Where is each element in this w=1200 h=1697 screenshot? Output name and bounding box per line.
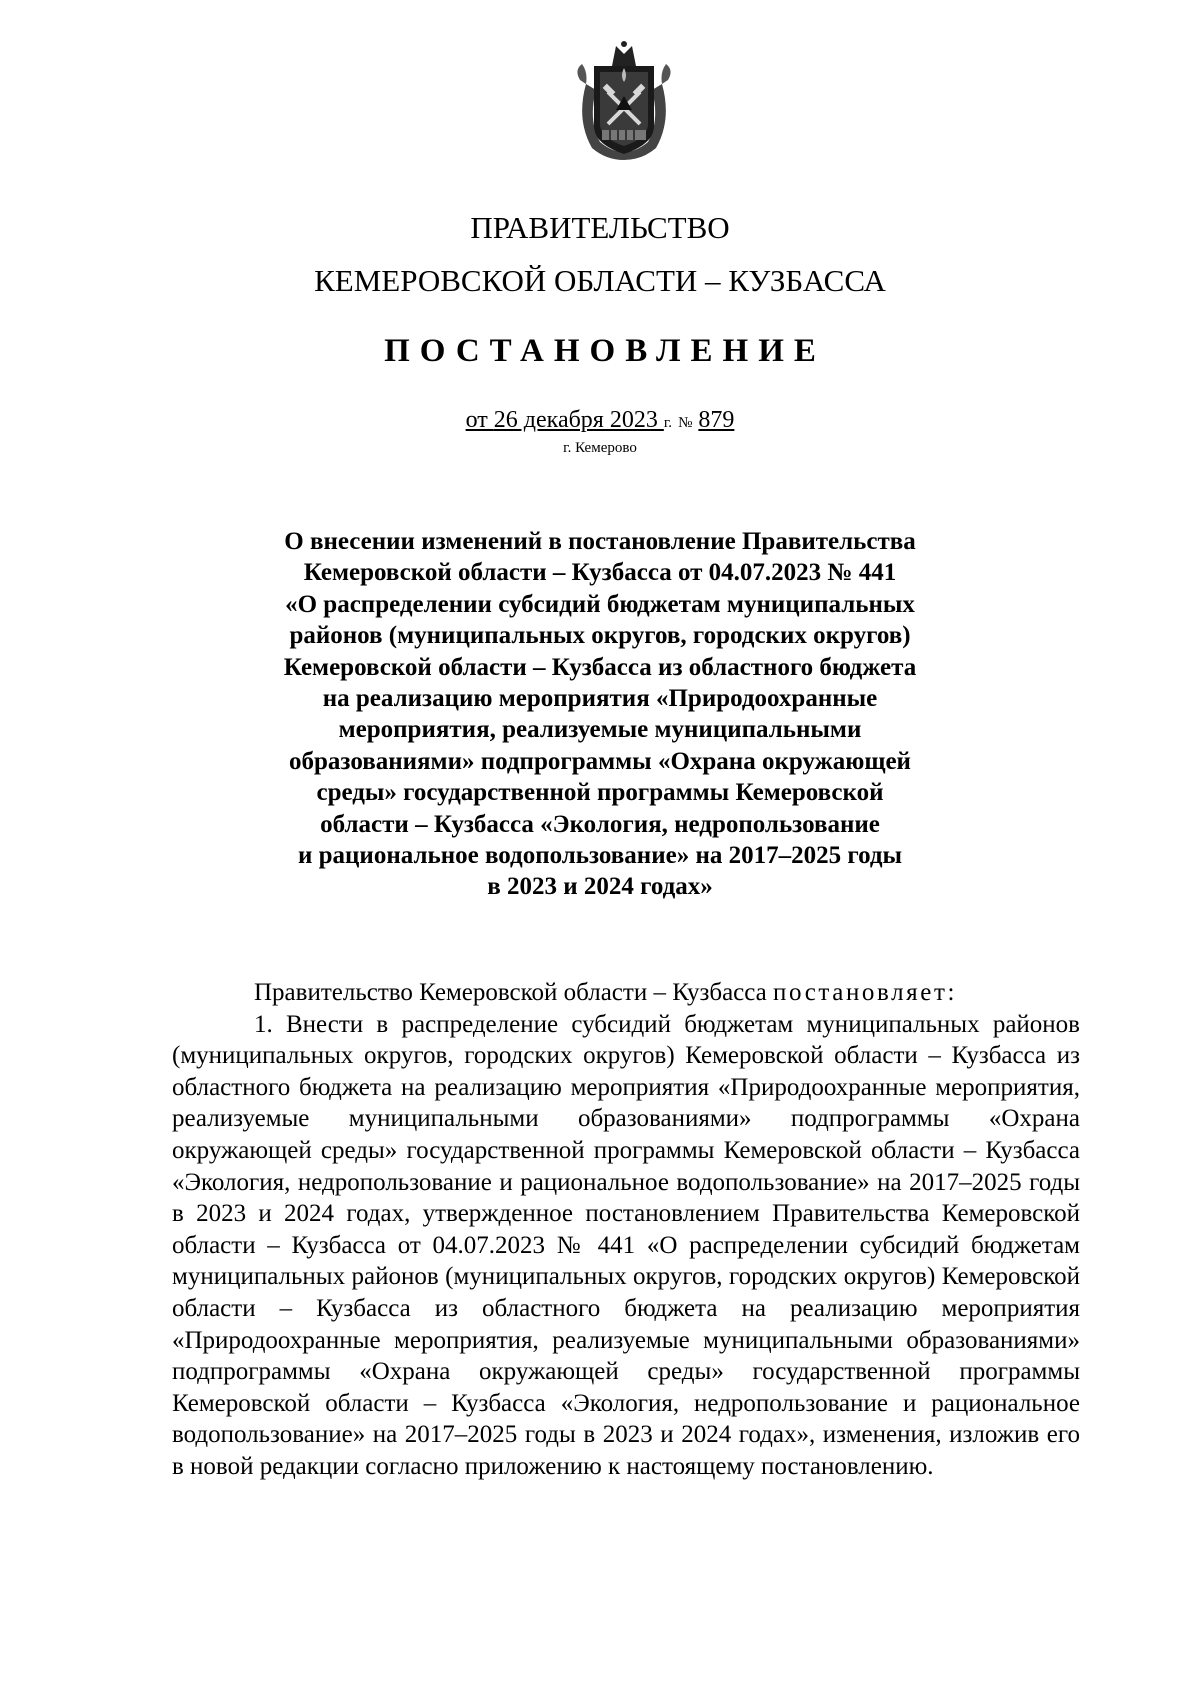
title-line: среды» государственной программы Кемеровской	[316, 779, 884, 807]
document-number: 879	[698, 407, 735, 433]
number-sign: №	[678, 415, 693, 431]
document-date: 26 декабря 2023	[493, 407, 664, 433]
title-line: образованиями» подпрограммы «Охрана окружающей	[289, 747, 911, 775]
org-name-line2: КЕМЕРОВСКОЙ ОБЛАСТИ – КУЗБАССА	[314, 263, 886, 298]
city: г. Кемерово	[563, 440, 637, 456]
title-line: области – Кузбасса «Экология, недропользование	[320, 810, 880, 838]
document-type: ПОСТАНОВЛЕНИЕ	[384, 333, 826, 369]
title-line: Кемеровской области – Кузбасса от 04.07.2023 № 441	[303, 559, 897, 587]
title-line: в 2023 и 2024 годах»	[487, 873, 713, 901]
title-line: мероприятия, реализуемые муниципальными	[338, 716, 862, 744]
date-number-line	[0, 407, 1200, 434]
title-line: «О распределении субсидий бюджетам муниципальных	[285, 590, 915, 618]
document-body	[172, 977, 1080, 1483]
year-abbr: г.	[663, 415, 673, 431]
intro-resolves: постановляет:	[773, 979, 958, 1006]
date-prefix: от	[465, 407, 494, 433]
title-line: районов (муниципальных округов, городских округов)	[289, 622, 911, 650]
paragraph-item-1: 1. Внести в распределение субсидий бюджетам муниципальных районов (муниципальных округов, городских округов) Кемеровской области – Кузбасса из областного бюджета на реализацию мероприятия «Природоохранные мероприятия, реализуемые муниципальными образованиями» подпрограммы «Охрана окружающей среды» государственной программы Кемеровской области – Кузбасса «Экология, недропользование и рациональное водопользование» на 2017–2025 годы в 2023 и 2024 годах, утвержденное постановлением Правительства Кемеровской области – Кузбасса от 04.07.2023 № 441 «О распределении субсидий бюджетам муниципальных районов (муниципальных округов, городских округов) Кемеровской области – Кузбасса из областного бюджета на реализацию мероприятия «Природоохранные мероприятия, реализуемые муниципальными образованиями» подпрограммы «Охрана окружающей среды» государственной программы Кемеровской области – Кузбасса «Экология, недропользование и рациональное водопользование» на 2017–2025 годы в 2023 и 2024 годах», изменения, изложив его в новой редакции согласно приложению к настоящему постановлению.	[172, 1010, 1080, 1480]
title-line: О внесении изменений в постановление Правительства	[284, 528, 916, 555]
intro-text: Правительство Кемеровской области – Кузбасса	[254, 979, 774, 1006]
document-title	[230, 526, 970, 903]
title-line: на реализацию мероприятия «Природоохранные	[322, 685, 878, 713]
org-name-line1: ПРАВИТЕЛЬСТВО	[470, 210, 730, 245]
title-line: Кемеровской области – Кузбасса из областного бюджета	[283, 653, 917, 681]
coat-of-arms-icon	[572, 40, 676, 162]
title-line: и рациональное водопользование» на 2017–2025 годы	[297, 842, 903, 870]
intro-paragraph	[172, 977, 1080, 1009]
